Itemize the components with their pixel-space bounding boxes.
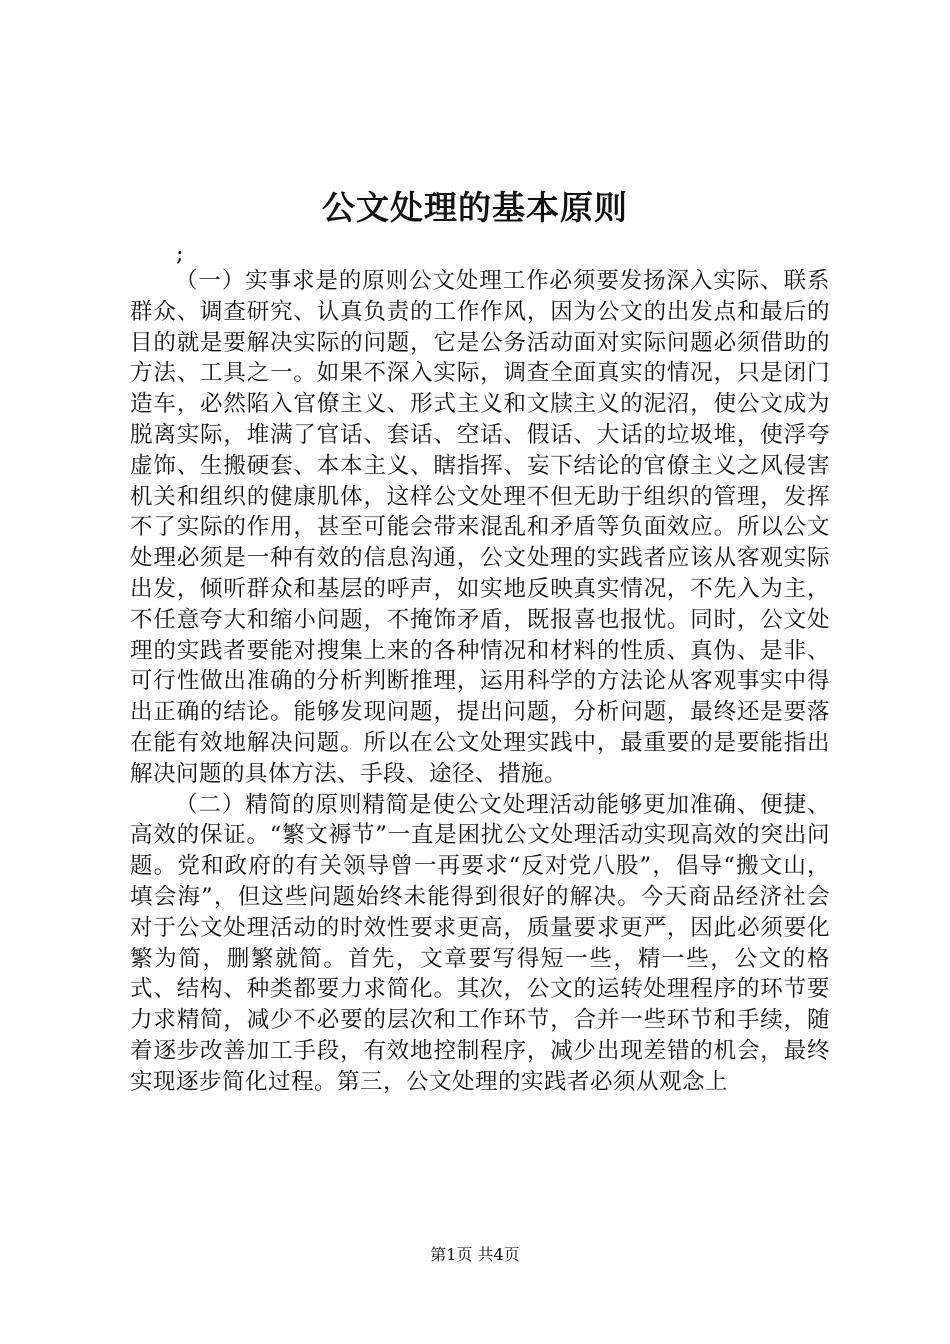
page-footer: 第1页 共4页 <box>430 1245 520 1264</box>
stray-mark: ; <box>176 242 184 267</box>
paragraph-1: （一）实事求是的原则公文处理工作必须要发扬深入实际、联系群众、调查研究、认真负责的工作作风，因为公文的出发点和最后的目的就是要解决实际的问题，它是公务活动面对实际问题必须借助的方法、工具之一。如果不深入实际，调查全面真实的情况，只是闭门造车，必然陷入官僚主义、形式主义和文牍主义的泥沼，使公文成为脱离实际，堆满了官话、套话、空话、假话、大话的垃圾堆，使浮夸虚饰、生搬硬套、本本主义、瞎指挥、妄下结论的官僚主义之风侵害机关和组织的健康肌体，这样公文处理不但无助于组织的管理，发挥不了实际的作用，甚至可能会带来混乱和矛盾等负面效应。所以公文处理必须是一种有效的信息沟通，公文处理的实践者应该从客观实际出发，倾听群众和基层的呼声，如实地反映真实情况，不先入为主，不任意夸大和缩小问题，不掩饰矛盾，既报喜也报忧。同时，公文处理的实践者要能对搜集上来的各种情况和材料的性质、真伪、是非、可行性做出准确的分析判断推理，运用科学的方法论从客观事实中得出正确的结论。能够发现问题，提出问题，分析问题，最终还是要落在能有效地解决问题。所以在公文处理实践中，最重要的是要能指出解决问题的具体方法、手段、途径、措施。 <box>130 268 830 787</box>
paragraph-2: （二）精简的原则精简是使公文处理活动能够更加准确、便捷、高效的保证。“繁文褥节”一直是困扰公文处理活动实现高效的突出问题。党和政府的有关领导曾一再要求“反对党八股”，倡导“搬文山，填会海”，但这些问题始终未能得到很好的解决。今天商品经济社会对于公文处理活动的时效性要求更高，质量要求更严，因此必须要化繁为简，删繁就简。首先，文章要写得短一些，精一些，公文的格式、结构、种类都要力求简化。其次，公文的运转处理程序的环节要力求精简，减少不必要的层次和工作环节，合并一些环节和手续，随着逐步改善加工手段，有效地控制程序，减少出现差错的机会，最终实现逐步简化过程。第三，公文处理的实践者必须从观念上 <box>130 791 830 1095</box>
document-title: 公文处理的基本原则 <box>322 188 628 227</box>
document-body <box>130 266 830 1098</box>
